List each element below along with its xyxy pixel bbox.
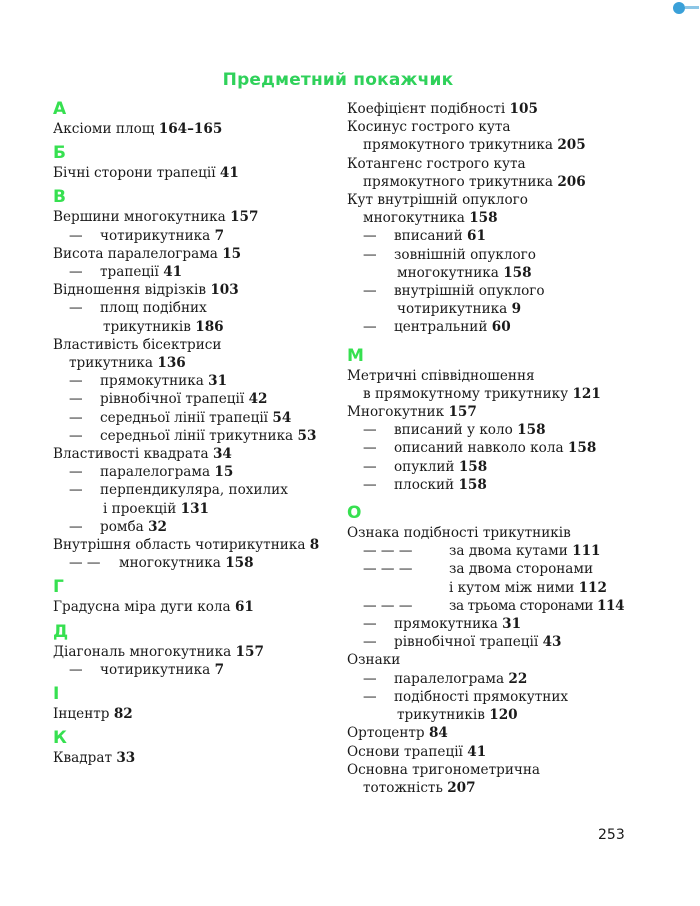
index-subentry: — подібності прямокутних [363, 688, 569, 705]
index-subentry: — середньої лінії трапеції 54 [69, 409, 292, 426]
index-entry: Градусна міра дуги кола 61 [53, 599, 254, 616]
index-continuation: прямокутного трикутника 205 [363, 137, 586, 154]
index-subentry: — рівнобічної трапеції 43 [363, 634, 562, 651]
index-subentry: — прямокутника 31 [363, 616, 522, 633]
index-entry: Вершини многокутника 157 [53, 209, 259, 226]
index-continuation: трикутників 186 [103, 318, 224, 335]
index-entry: Метричні співвідношення [347, 367, 535, 384]
index-subentry: — паралелограма 22 [363, 670, 528, 687]
index-continuation: трикутників 120 [397, 707, 518, 724]
section-letter: М [347, 345, 364, 366]
index-subentry: — — многокутника 158 [69, 555, 254, 572]
index-continuation: і проекцій 131 [103, 500, 210, 517]
index-entry: Бічні сторони трапеції 41 [53, 165, 239, 182]
index-subentry: — паралелограма 15 [69, 464, 234, 481]
index-entry: Діагональ многокутника 157 [53, 643, 264, 660]
index-subentry: — площ подібних [69, 300, 207, 317]
index-subentry: — рівнобічної трапеції 42 [69, 391, 268, 408]
section-letter: А [53, 99, 67, 119]
section-letter: Г [53, 577, 64, 598]
section-letter: І [53, 684, 60, 705]
index-entry: Ознака подібності трикутників [347, 525, 571, 542]
index-column-left [53, 100, 343, 767]
index-subentry: — трапеції 41 [69, 264, 183, 281]
index-continuation: і кутом між ними 112 [449, 579, 607, 596]
index-subentry: — чотирикутника 7 [69, 227, 225, 244]
index-subentry: — ромба 32 [69, 518, 167, 535]
index-subentry: — — — за трьома сторонами 114 [363, 597, 625, 614]
section-letter: В [53, 187, 66, 208]
index-entry: Кут внутрішній опуклого [347, 192, 528, 209]
page-title: Предметний покажчик [222, 70, 454, 90]
index-entry: Аксіоми площ 164–165 [53, 121, 223, 137]
index-entry: Ортоцентр 84 [347, 725, 448, 742]
index-entry: Коефіцієнт подібності 105 [347, 101, 538, 117]
index-subentry: — перпендикуляра, похилих [69, 482, 288, 499]
page-number: 253 [598, 827, 625, 843]
index-subentry: — чотирикутника 7 [69, 661, 225, 678]
index-subentry: — зовнішній опуклого [363, 246, 536, 263]
index-entry: Косинус гострого кута [347, 119, 511, 136]
section-letter: Д [53, 621, 69, 642]
index-entry: Котангенс гострого кута [347, 155, 526, 172]
index-continuation: в прямокутному трикутнику 121 [363, 385, 601, 402]
index-entry: Властивості квадрата 34 [53, 446, 232, 463]
index-continuation: чотирикутника 9 [397, 301, 522, 318]
index-entry: Квадрат 33 [53, 750, 136, 767]
index-subentry: — — — за двома сторонами [363, 561, 594, 578]
index-entry: Многокутник 157 [347, 404, 477, 421]
section-letter: К [53, 728, 67, 749]
index-entry: Основна тригонометрична [347, 761, 541, 778]
index-entry: Висота паралелограма 15 [53, 245, 242, 262]
index-entry: Ознаки [347, 652, 401, 669]
index-entry: Внутрішня область чотирикутника 8 [53, 537, 320, 554]
index-entry: Відношення відрізків 103 [53, 282, 239, 299]
section-letter: О [347, 503, 362, 524]
index-subentry: — плоский 158 [363, 476, 487, 493]
index-subentry: — внутрішній опуклого [363, 283, 545, 300]
index-entry: Властивість бісектриси [53, 336, 222, 353]
section-letter: Б [53, 143, 66, 164]
index-subentry: — вписаний 61 [363, 228, 486, 245]
index-subentry: — прямокутника 31 [69, 373, 228, 390]
index-subentry: — описаний навколо кола 158 [363, 440, 597, 457]
index-subentry: — середньої лінії трикутника 53 [69, 427, 317, 444]
index-entry: Основи трапеції 41 [347, 743, 487, 760]
index-entry: Інцентр 82 [53, 706, 133, 723]
index-continuation: многокутника 158 [363, 210, 498, 227]
index-continuation: трикутника 136 [69, 355, 186, 372]
index-subentry: — — — за двома кутами 111 [363, 543, 601, 560]
index-subentry: — вписаний у коло 158 [363, 422, 546, 439]
index-continuation: тотожність 207 [363, 779, 476, 796]
index-column-right [347, 100, 677, 797]
index-subentry: — опуклий 158 [363, 458, 488, 475]
index-continuation: многокутника 158 [397, 264, 532, 281]
index-continuation: прямокутного трикутника 206 [363, 173, 586, 190]
publisher-logo-icon [673, 2, 685, 14]
index-subentry: — центральний 60 [363, 319, 511, 336]
